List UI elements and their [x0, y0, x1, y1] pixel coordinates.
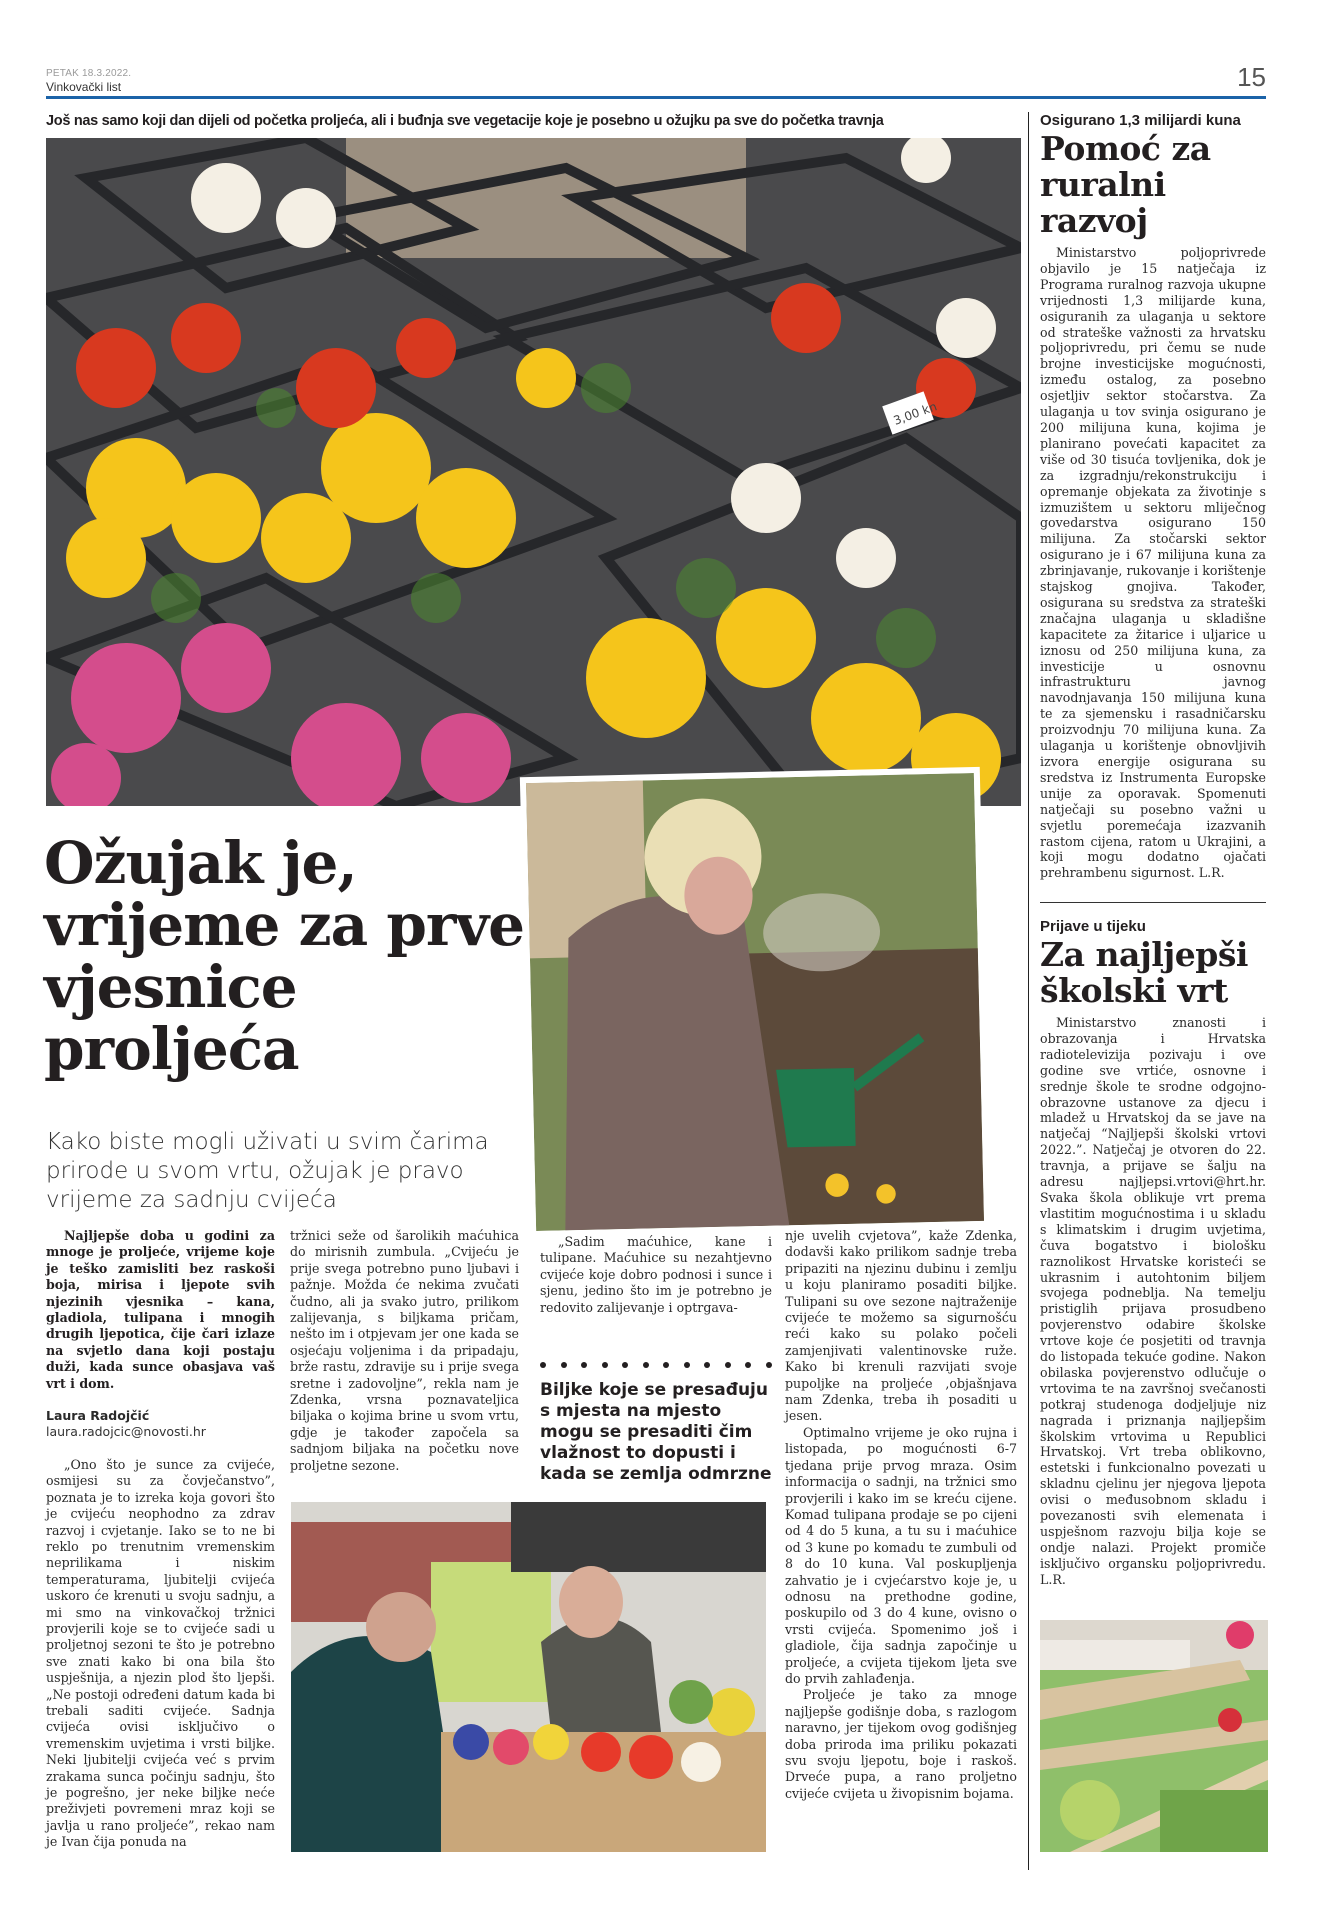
sidebar-title: Za najljepši školski vrt — [1040, 935, 1248, 1010]
body-paragraph: Proljeće je tako za mnoge najljepše godišnje doba, s razlogom naravno, jer tijekom ovog godišnjeg doba priroda ima priliku pokazati svu svoju ljepotu, boje i raskoš. Drveće pupa, a rano proljetno cvijeće cvijeta u živopisnim bojama. — [785, 1687, 1017, 1801]
sidebar-article-rural — [1040, 112, 1266, 881]
article-column-3 — [540, 1234, 772, 1316]
sidebar-divider — [1040, 902, 1266, 903]
page-number: 15 — [1237, 62, 1266, 92]
main-kicker: Još nas samo koji dan dijeli od početka proljeća, ali i buđnja sve vegetacije koje je posebno u ožujku pa sve do početka travnja — [46, 113, 884, 129]
sidebar-kicker: Osigurano 1,3 milijardi kuna — [1040, 112, 1241, 129]
sidebar-body: Ministarstvo znanosti i obrazovanja i Hrvatska radiotelevizija pozivaju i ove godine sve vrtiće, osnovne i srednje škole te srodne odgojno-obrazovne ustanove za djecu i mladež u Hrvatskoj da se jave na natječaj “Najljepši školski vrtovi 2022.”. Natječaj je otvoren do 22. travnja, a prijave se šalju na adresu najljepsi.vrtovi@hrt.hr. Svaka škola oblikuje vrt prema vlastitim mogućnostima i u skladu s klimatskim i drugim uvjetima, čuva bogatstvo i biološku raznolikost Hrvatske koristeći se ukrasnim i autohtonim biljem svojega podneblja. Na temelju pristiglih prijava prosudbeno povjerenstvo odabire školske vrtove koje će posjetiti od travnja do listopada tekuće godine. Nakon obilaska povjerenstvo odlučuje o vrtovima te na završnoj svečanosti potkraj studenoga dodjeljuje niz nagrada i priznanja najljepšim školskim vrtovima u Republici Hrvatskoj. Vrt treba oblikovno, estetski i funkcionalno povezati u skladnu cjelinu jer njegova ljepota ovisi o međusobnom skladu i povezanosti svih elemenata i uspješnom razvoju bilja koje se ondje nalazi. Projekt promiče isključivo organsku poljoprivredu. L.R. — [1040, 1015, 1266, 1587]
body-paragraph: tržnici seže od šarolikih maćuhica do mirisnih zumbula. „Cvijeću je prije svega potrebno puno ljubavi i pažnje. Možda će nekima zvučati čudno, ali ja svako jutro, prilikom zalijevanja, s biljkama pričam, nešto im i otpjevam jer one kada se osjećaju voljenima i da pripadaju, brže rastu, zdravije su i prije svega sretne i zadovoljne”, rekla nam je Zdenka, vrsna poznavateljica biljaka o kojima brine u svom vrtu, gdje je također započela sa sadnjom biljaka na početku nove proljetne sezone. — [290, 1228, 519, 1473]
body-paragraph: „Sadim maćuhice, kane i tulipane. Maćuhice su nezahtjevno cvijeće koje dobro podnosi i sunce i sjenu, jedino što im je potrebno je redovito zalijevanje i optrgava- — [540, 1234, 772, 1315]
article-lead: Najljepše doba u godini za mnoge je proljeće, vrijeme koje je teško zamisliti bez raskoši boja, mirisa i ljepote svih njezinih vjesnika – kana, gladiola, tulipana i mnogih drugih ljepotica, čije čari izlaze na svjetlo dana koji postaju duži, kada sunce obasjava vaš vrt i dom. — [46, 1228, 275, 1391]
market-stall-photo — [291, 1502, 766, 1852]
body-paragraph: Optimalno vrijeme je oko rujna i listopada, po mogućnosti 6-7 tjedana prije prvog mraza. Osim informacija o sadnji, na tržnici smo provjerili i kako im se kreću cijene. Komad tulipana prodaje se po cijeni od 4 do 5 kuna, a tu su i maćuhice od 3 kune po komadu te zumbuli od 8 do 10 kuna. Val poskupljenja zahvatio je i cvjećarstvo koje je, u odnosu na prethodne godine, poskupilo od 3 do 4 kune, ovisno o vrsti cvijeća. Spomenimo još i gladiole, čija sadnja započinje u proljeće, a cvijeta tijekom ljeta sve do prvih zahlađenja. — [785, 1424, 1017, 1686]
article-column-4 — [785, 1228, 1017, 1802]
column-divider — [1028, 112, 1029, 1870]
header-rule — [46, 96, 1266, 99]
author-name: Laura Radojčić — [46, 1408, 150, 1424]
sidebar-title: Pomoć za ruralni razvoj — [1040, 129, 1211, 240]
school-garden-photo — [1040, 1620, 1268, 1852]
pull-quote: Biljke koje se presađuju s mjesta na mjesto mogu se presaditi čim vlažnost to dopusti i kada se zemlja odmrzne — [540, 1380, 772, 1484]
pull-quote-dots — [540, 1362, 772, 1372]
publication-name: Vinkovački list — [46, 80, 122, 94]
body-paragraph: „Ono što je sunce za cvijeće, osmijesi su za čovječanstvo”, poznata je to izreka koja govori što je cvijeću neophodno za zdrav razvoj i cvjetanje. Iako se to ne bi reklo po trenutnim vremenskim neprilikama i niskim temperaturama, ljubitelji cvijeća uskoro će krenuti u svoju sadnju, a mi smo na vinkovačkoj tržnici provjerili koje se to cvijeće sadi u proljetnoj sezoni te što je potrebno sve znati kako bi ona bila što uspješnija, a njezin plod što ljepši. „Ne postoji određeni datum kada bi trebali saditi cvijeće. Sadnja cvijeća ovisi isključivo o vremenskim uvjetima i vrsti biljke. Neki ljubitelji cvijeća već s prvim zrakama sunca počinju sadnju, što je pogrešno, jer neke biljke neće preživjeti povremeni mraz koji se javlja u rano proljeće”, rekao nam je Ivan čija ponuda na — [46, 1456, 275, 1850]
sidebar-body: Ministarstvo poljoprivrede objavilo je 15 natječaja iz Programa ruralnog razvoja ukupne vrijednosti 1,3 milijarde kuna, osiguranih za ulaganja u sektore od strateške važnosti za hrvatsku poljoprivredu, pri čemu se nude brojne investicijske mogućnosti, između ostalog, za posebno osjetljiv sektor stočarstva. Za ulaganja u tov svinja osigurano je 200 milijuna kuna, kojima je planirano povećati kapacitet za više od 30 tisuća tovljenika, dok je za izgradnju/rekonstrukciju i opremanje objekata za životinje s izmuzištem u sektoru mliječnog govedarstva osigurano 150 milijuna. Za stočarski sektor osigurano je i 67 milijuna kuna za zbrinjavanje, rukovanje i korištenje stajskog gnojiva. Također, osigurana su sredstva za strateški značajna ulaganja u skladišne kapacitete za žitarice i uljarice u iznosu od 250 milijuna kuna, za investicije u osnovnu infrastrukturu javnog navodnjavanja 150 milijuna kuna te za sjemensku i rasadničarsku proizvodnju 70 milijuna kuna. Za ulaganja u korištenje obnovljivih izvora energije osigurana su sredstva iz Instrumenta Europske unije za oporavak. Spomenuti natječaji su posebno važni u svjetlu poremećaja izazvanih rastom cijena, ratom u Ukrajini, a koji mogu dodatno ojačati prehrambenu sigurnost. L.R. — [1040, 245, 1266, 881]
flower-crates-photo — [46, 138, 1021, 806]
issue-date: PETAK 18.3.2022. — [46, 68, 132, 79]
woman-watering-photo — [520, 767, 990, 1237]
body-paragraph: nje uvelih cvjetova”, kaže Zdenka, dodavši kako prilikom sadnje treba pripaziti na njezinu dubinu i zemlju u koju planiramo posaditi biljke. Tulipani su ove sezone najtraženije cvijeće te možemo sa sigurnošću reći kako su polako počeli zamjenjivati valentinovske ruže. Kako bi krenuli razvijati svoje pupoljke na proljeće ,objašnjava nam Zdenka, treba ih posaditi u jesen. — [785, 1228, 1017, 1424]
main-headline: Ožujak je, vrijeme za prve vjesnice proljeća — [44, 829, 525, 1083]
article-column-2 — [290, 1228, 519, 1474]
price-tag-text: 3,00 kn — [891, 399, 939, 428]
sidebar-article-school-garden — [1040, 918, 1266, 1588]
main-subheadline: Kako biste mogli uživati u svim čarima prirode u svom vrtu, ožujak je pravo vrijeme za sadnju cvijeća — [46, 1129, 489, 1213]
author-email[interactable]: laura.radojcic@novosti.hr — [46, 1424, 206, 1440]
sidebar-kicker: Prijave u tijeku — [1040, 918, 1146, 935]
article-column-1 — [46, 1228, 275, 1851]
